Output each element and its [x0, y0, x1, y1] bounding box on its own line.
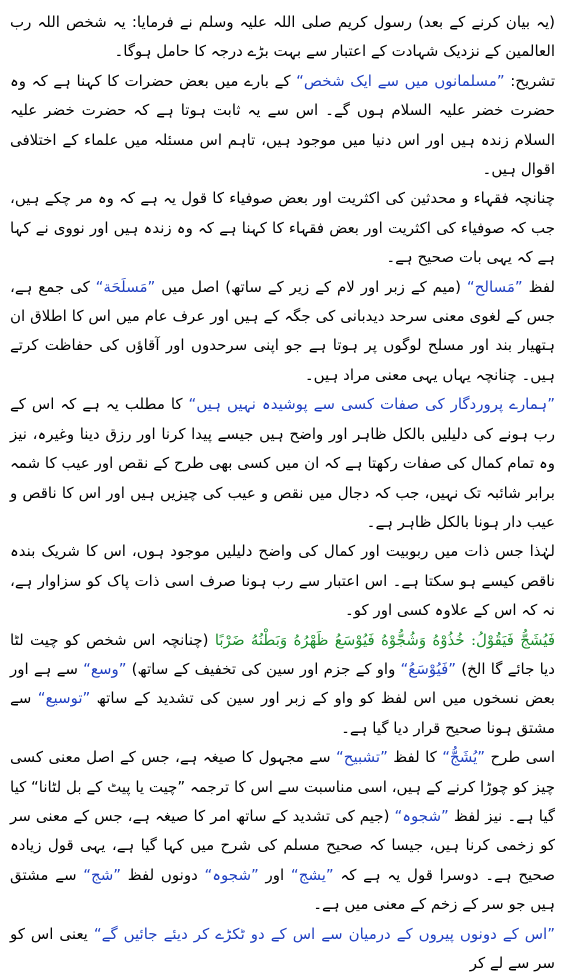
paragraph-1 [10, 8, 555, 67]
text: لفظ [522, 277, 555, 296]
highlighted-phrase: ”مسلمانوں میں سے ایک شخص“ [296, 71, 505, 90]
paragraph-4 [10, 273, 555, 391]
text: سے مجہول کا صیغہ ہے، جس کے اصل معنی کسی چیز کو چوڑا کرنے کے ہیں، اسی مناسبت سے اس کا ترجمہ ”چیت یا پیٹ کے بل لٹانا“ کیا گیا ہے۔ نیز لفظ [10, 748, 555, 825]
highlighted-term: ”تشبیح“ [336, 748, 388, 767]
text: (میم کے زبر اور لام کے زیر کے ساتھ) اصل میں [155, 277, 467, 296]
highlighted-term: ”شج“ [83, 865, 122, 884]
text: لہٰذا جس ذات میں ربوبیت اور کمال کی واضح دلیلیں موجود ہوں، اس کا شریک بندہ ناقص کیسے ہو سکتا ہے۔ اس اعتبار سے رب ہونا صرف اسی ذات پاک کو سزاوار ہے، نہ کہ اس کے علاوہ کسی اور کو۔ [10, 542, 555, 620]
highlighted-phrase: ”اس کے دونوں پیروں کے درمیان سے اس کے دو ٹکڑے کر دیئے جائیں گے“ [93, 924, 555, 943]
paragraph-3 [10, 184, 555, 272]
text: اور [258, 865, 291, 884]
text: دونوں لفظ [121, 865, 205, 884]
paragraph-7 [10, 626, 555, 744]
text: (چنانچہ اس شخص کو چیت لٹا دیا جائے گا الخ) [10, 630, 555, 678]
highlighted-phrase: ”ہمارے پروردگار کی صفات کسی سے پوشیدہ نہیں ہیں“ [188, 395, 555, 414]
highlighted-term: ”مَسلَحَة“ [95, 277, 156, 296]
text: (یہ بیان کرنے کے بعد) رسول کریم صلی اللہ علیہ وسلم نے فرمایا: یہ شخص اللہ رب العالمین کے نزدیک شہادت کے اعتبار سے بہت بڑے درجہ کا حامل ہوگا۔ [10, 13, 555, 61]
text: چنانچہ فقہاء و محدثین کی اکثریت اور بعض صوفیاء کا قول یہ ہے کہ وہ مر چکے ہیں، جب کہ صوفیاء کی اکثریت اور بعض فقہاء کا کہنا ہے کہ وہ زندہ ہیں اور نووی نے کہا ہے کہ یہی بات صحیح ہے۔ [10, 189, 555, 267]
highlighted-term: ”شجوہ“ [204, 865, 259, 884]
text: سے مشتق ہونا صحیح قرار دیا گیا ہے۔ [10, 689, 555, 737]
highlighted-term: ”شجوہ“ [394, 806, 449, 825]
arabic-hadith-text: فَيُشَجُّ فَيَقُوْلُ: خُذُوْهُ وَشُجُّوْهُ فَيُوْسَعُ ظَهْرُهُ وَبَطْنُهُ ضَرْبًا [214, 630, 555, 649]
text: یعنی اس کو سر سے لے کر [10, 924, 555, 972]
highlighted-term: ”يُشَجُّ“ [442, 748, 486, 767]
text: کی جمع ہے، جس کے لغوی معنی سرحد دیدبانی کی جگہ کے ہیں اور عرف عام میں اس کا اطلاق ان ہتھیار بند اور مسلح لوگوں پر ہوتا ہے جو اپنی سرحدوں اور آقاؤں کی حفاظت کرتے ہیں۔ چنانچہ یہاں یہی معنی مراد ہیں۔ [10, 277, 555, 384]
text: تشریح: [504, 71, 555, 90]
text: (جیم کی تشدید کے ساتھ امر کا صیغہ ہے، جس کے معنی سر کو زخمی کرنا ہیں، جیسا کہ صحیح مسلم کی شرح میں کہا گیا ہے، یہی قول زیادہ صحیح ہے۔ دوسرا قول یہ ہے کہ [10, 806, 555, 884]
text: سے ہے اور بعض نسخوں میں اس لفظ کو واو کے زبر اور سین کی تشدید کے ساتھ [10, 659, 555, 708]
highlighted-term: ”وسع“ [83, 659, 127, 678]
highlighted-term: ”توسیع“ [37, 689, 91, 708]
text: کا مطلب یہ ہے کہ اس کے رب ہونے کی دلیلیں بالکل ظاہر اور واضح ہیں جیسے پیدا کرنا اور رزق دینا وغیرہ، نیز وہ تمام کمال کی صفات رکھتا ہے کہ ان میں کسی بھی طرح کے نقص اور عیب کا شمہ برابر شائبہ تک نہیں، جب کہ دجال میں نقص و عیب کی چیزیں ہیں اور اس کا ناقص و عیب دار ہونا بالکل ظاہر ہے۔ [10, 395, 555, 531]
paragraph-2 [10, 67, 555, 185]
text: کا لفظ [387, 748, 443, 767]
paragraph-6 [10, 537, 555, 625]
paragraph-8 [10, 743, 555, 919]
text: واو کے جزم اور سین کی تخفیف کے ساتھ) [126, 659, 401, 678]
highlighted-term: ”مَسالح“ [466, 277, 523, 296]
highlighted-term: ”فَيُوْسَعُ“ [400, 659, 457, 678]
text: کے بارے میں بعض حضرات کا کہنا ہے کہ وہ حضرت خضر علیہ السلام ہوں گے۔ اس سے یہ ثابت ہوتا ہے کہ حضرت خضر علیہ السلام زندہ ہیں اور اس دنیا میں موجود ہیں، تاہم اس مسئلہ میں علماء کے اختلافی اقوال ہیں۔ [10, 71, 555, 179]
paragraph-5 [10, 390, 555, 537]
text: سے مشتق ہیں جو سر کے زخم کے معنی میں ہے۔ [10, 865, 555, 914]
highlighted-term: ”یشج“ [290, 865, 334, 884]
paragraph-9 [10, 920, 555, 978]
text: اسی طرح [485, 748, 556, 767]
